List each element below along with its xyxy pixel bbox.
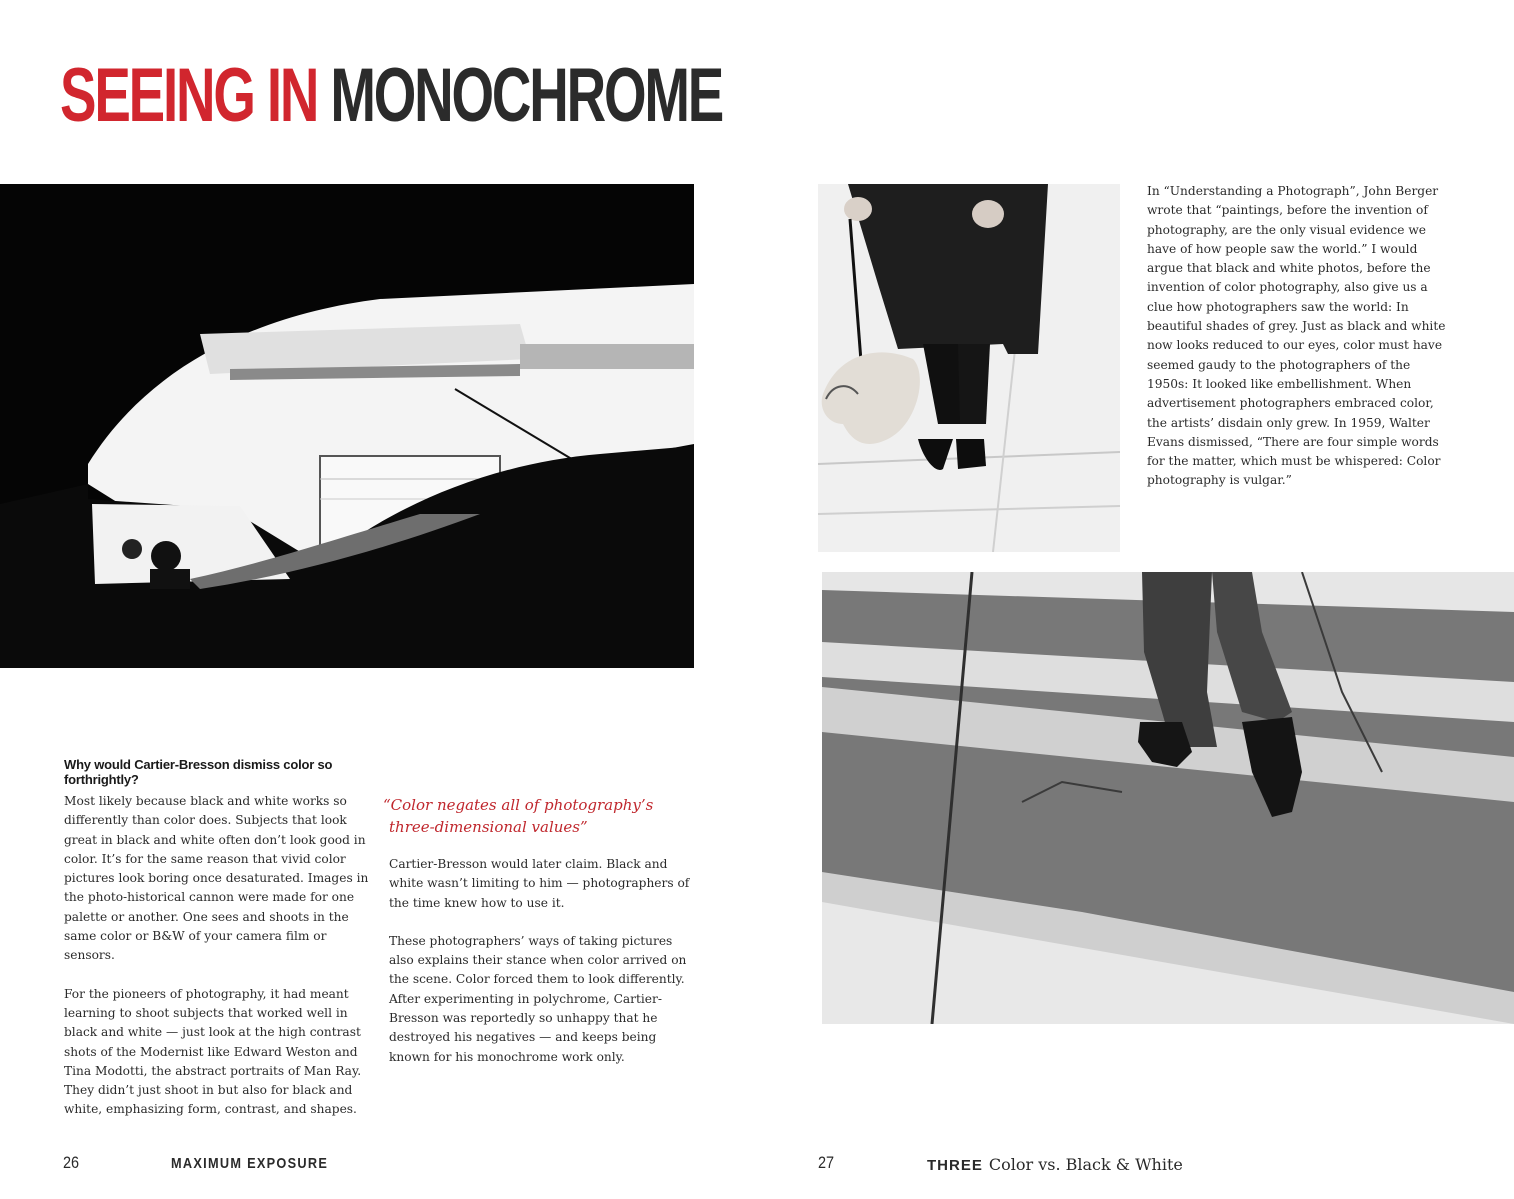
left-col-paragraph-2: For the pioneers of photography, it had meant learning to shoot subjects that worked well in black and white — just look at the high contrast shots of the Modernist like Edward Weston and Tina Modotti, the abstract portraits of Man Ray. They didn’t just shoot in but also for black and white, emphasizing form, contrast, and shapes.: [64, 986, 362, 1117]
section-heading: Why would Cartier-Bresson dismiss color so forthrightly?: [64, 757, 333, 787]
chapter-title: Color vs. Black & White: [988, 1155, 1183, 1174]
running-head-left: MAXIMUM EXPOSURE: [171, 1155, 329, 1172]
title-part-2: MONOCHROME: [330, 53, 723, 138]
pull-quote: “Color negates all of photography’s three-dimensional values”: [383, 796, 654, 836]
page-number-right: 27: [818, 1153, 835, 1172]
photo-crosswalk: [822, 572, 1514, 1024]
photo-car-underpass: [0, 184, 694, 668]
title-part-1: SEEING IN: [60, 53, 318, 138]
chapter-number: THREE: [927, 1157, 983, 1174]
left-col-paragraph-1: Most likely because black and white works so differently than color does. Subjects that look great in black and white often don’t look good in color. It’s for the same reason that vivid color pictures look boring once desaturated. Images in the photo-historical cannon were made for one palette or another. One sees and shoots in the same color or B&W of your camera film or sensors.: [64, 794, 369, 963]
page-title: [60, 53, 723, 138]
photo-dog-walker: [818, 184, 1120, 552]
right-col-paragraph-1: In “Understanding a Photograph”, John Berger wrote that “paintings, before the invention of photography, are the only visual evidence we have of how people saw the world.” I would argue that black and white photos, before the invention of color photography, also give us a clue how photographers saw the world: In beautiful shades of grey. Just as black and white now looks reduced to our eyes, color must have seemed gaudy to the photographers of the 1950s: It looked like embellishment. When advertisement photographers embraced color, the artists’ disdain only grew. In 1959, Walter Evans dismissed, “There are four simple words for the matter, which must be whispered: Color photography is vulgar.”: [1147, 184, 1446, 488]
middle-column-text: [389, 855, 699, 1086]
mid-col-paragraph-2: These photographers’ ways of taking pictures also explains their stance when color arrived on the scene. Color forced them to look differently. After experimenting in polychrome, Cartier-Bresson was reportedly so unhappy that he destroyed his negatives — and keeps being known for his monochrome work only.: [389, 933, 687, 1064]
mid-col-paragraph-1: Cartier-Bresson would later claim. Black and white wasn’t limiting to him — photographers of the time knew how to use it.: [389, 857, 690, 910]
running-head-right: [927, 1155, 1183, 1174]
page-number-left: 26: [63, 1153, 80, 1172]
right-column-text: [1147, 182, 1447, 510]
left-column-text: [64, 792, 376, 1139]
